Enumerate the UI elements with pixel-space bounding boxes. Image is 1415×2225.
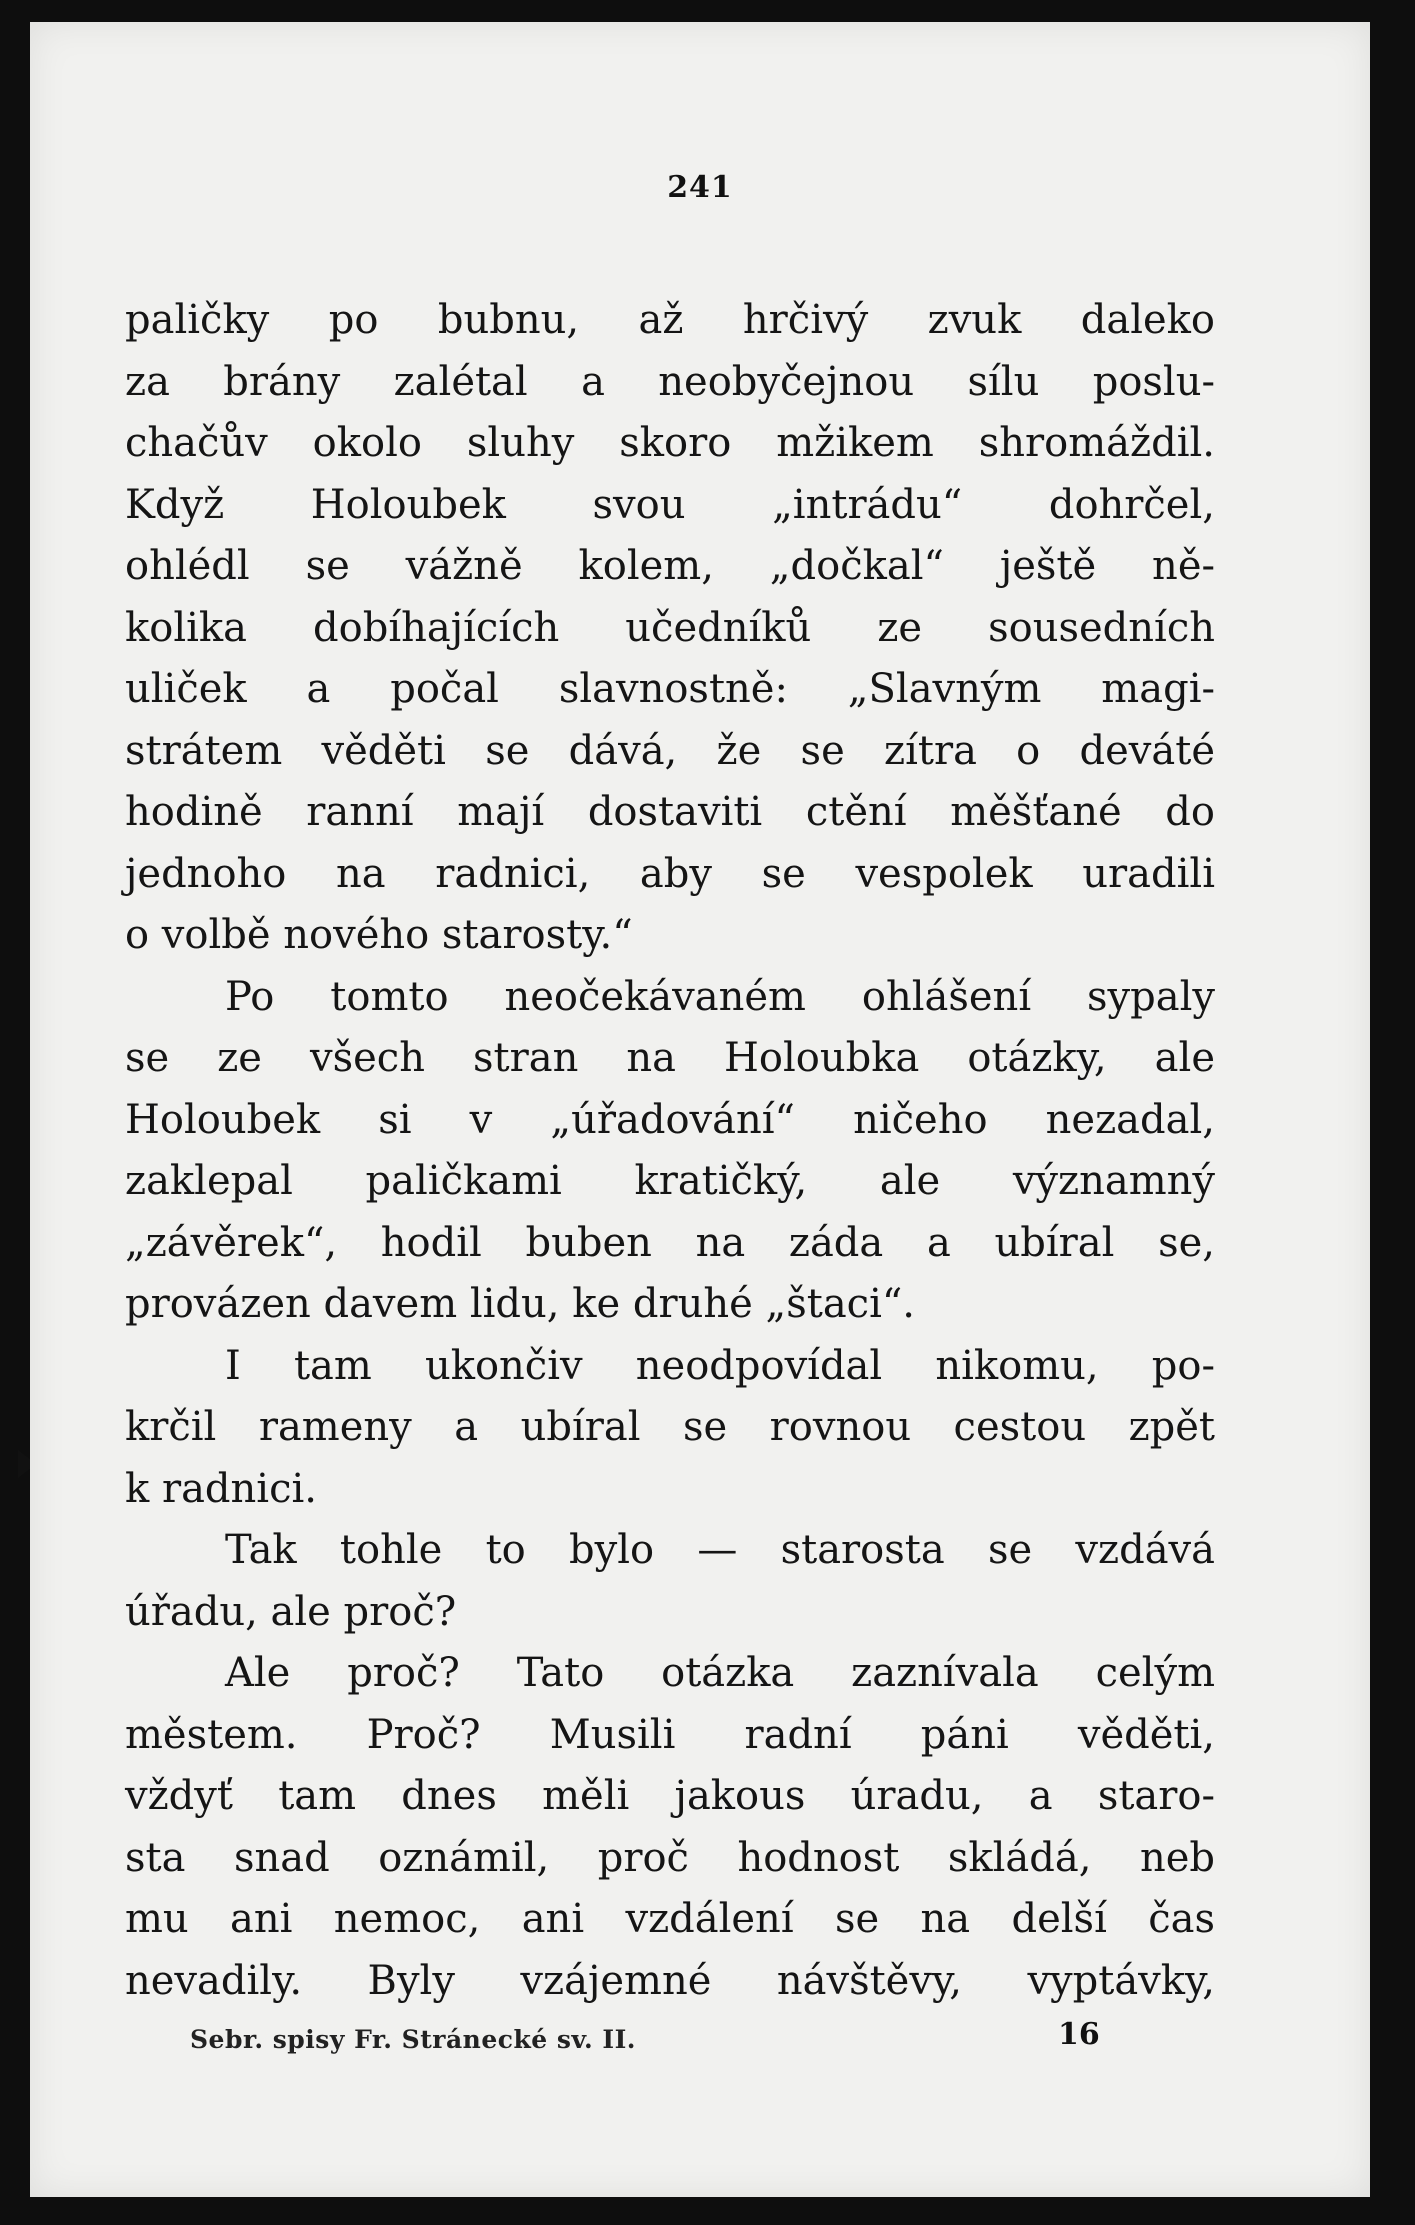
text-line: „závěrek“, hodil buben na záda a ubíral se, bbox=[125, 1219, 1215, 1266]
text-line: kolika dobíhajících učedníků ze sousedních bbox=[125, 604, 1215, 651]
text-line: mu ani nemoc, ani vzdálení se na delší čas bbox=[125, 1896, 1215, 1942]
text-line: vždyť tam dnes měli jakous úradu, a staro- bbox=[125, 1773, 1215, 1819]
text-line: Tak tohle to bylo — starosta se vzdává bbox=[225, 1527, 1215, 1573]
text-line: nevadily. Byly vzájemné návštěvy, vyptávky, bbox=[125, 1957, 1215, 2004]
text-line: paličky po bubnu, až hrčivý zvuk daleko bbox=[125, 297, 1215, 343]
text-line: Holoubek si v „úřadování“ ničeho nezadal, bbox=[125, 1096, 1215, 1143]
book-page bbox=[30, 22, 1370, 2197]
text-line: sta snad oznámil, proč hodnost skládá, neb bbox=[125, 1834, 1215, 1881]
footer-signature: Sebr. spisy Fr. Stránecké sv. II. bbox=[190, 2025, 636, 2054]
text-line: úřadu, ale proč? bbox=[125, 1588, 457, 1635]
body-text bbox=[125, 290, 1215, 2012]
text-line: se ze všech stran na Holoubka otázky, ale bbox=[125, 1035, 1215, 1081]
text-line: k radnici. bbox=[125, 1465, 317, 1512]
text-line: Když Holoubek svou „intrádu“ dohrčel, bbox=[125, 481, 1215, 528]
text-line: Ale proč? Tato otázka zaznívala celým bbox=[225, 1650, 1215, 1696]
text-line: strátem věděti se dává, že se zítra o deváté bbox=[125, 727, 1215, 774]
text-line: městem. Proč? Musili radní páni věděti, bbox=[125, 1711, 1215, 1758]
signature-number: 16 bbox=[1058, 2017, 1100, 2052]
text-line: chačův okolo sluhy skoro mžikem shromáždil. bbox=[125, 420, 1215, 466]
text-line: I tam ukončiv neodpovídal nikomu, po- bbox=[225, 1342, 1215, 1389]
text-line: zaklepal paličkami kratičký, ale významný bbox=[125, 1158, 1215, 1204]
text-line: provázen davem lidu, ke druhé „štaci“. bbox=[125, 1281, 916, 1327]
text-line: ohlédl se vážně kolem, „dočkal“ ještě ně- bbox=[125, 543, 1215, 589]
text-line: o volbě nového starosty.“ bbox=[125, 912, 633, 958]
text-line: jednoho na radnici, aby se vespolek uradili bbox=[125, 850, 1215, 897]
page-number: 241 bbox=[667, 170, 733, 205]
text-line: krčil rameny a ubíral se rovnou cestou zpět bbox=[125, 1404, 1215, 1450]
text-line: Po tomto neočekávaném ohlášení sypaly bbox=[225, 973, 1215, 1020]
text-line: za brány zalétal a neobyčejnou sílu poslu- bbox=[125, 358, 1215, 405]
text-line: uliček a počal slavnostně: „Slavným magi- bbox=[125, 666, 1215, 712]
text-line: hodině ranní mají dostaviti ctění měšťané do bbox=[125, 789, 1215, 835]
